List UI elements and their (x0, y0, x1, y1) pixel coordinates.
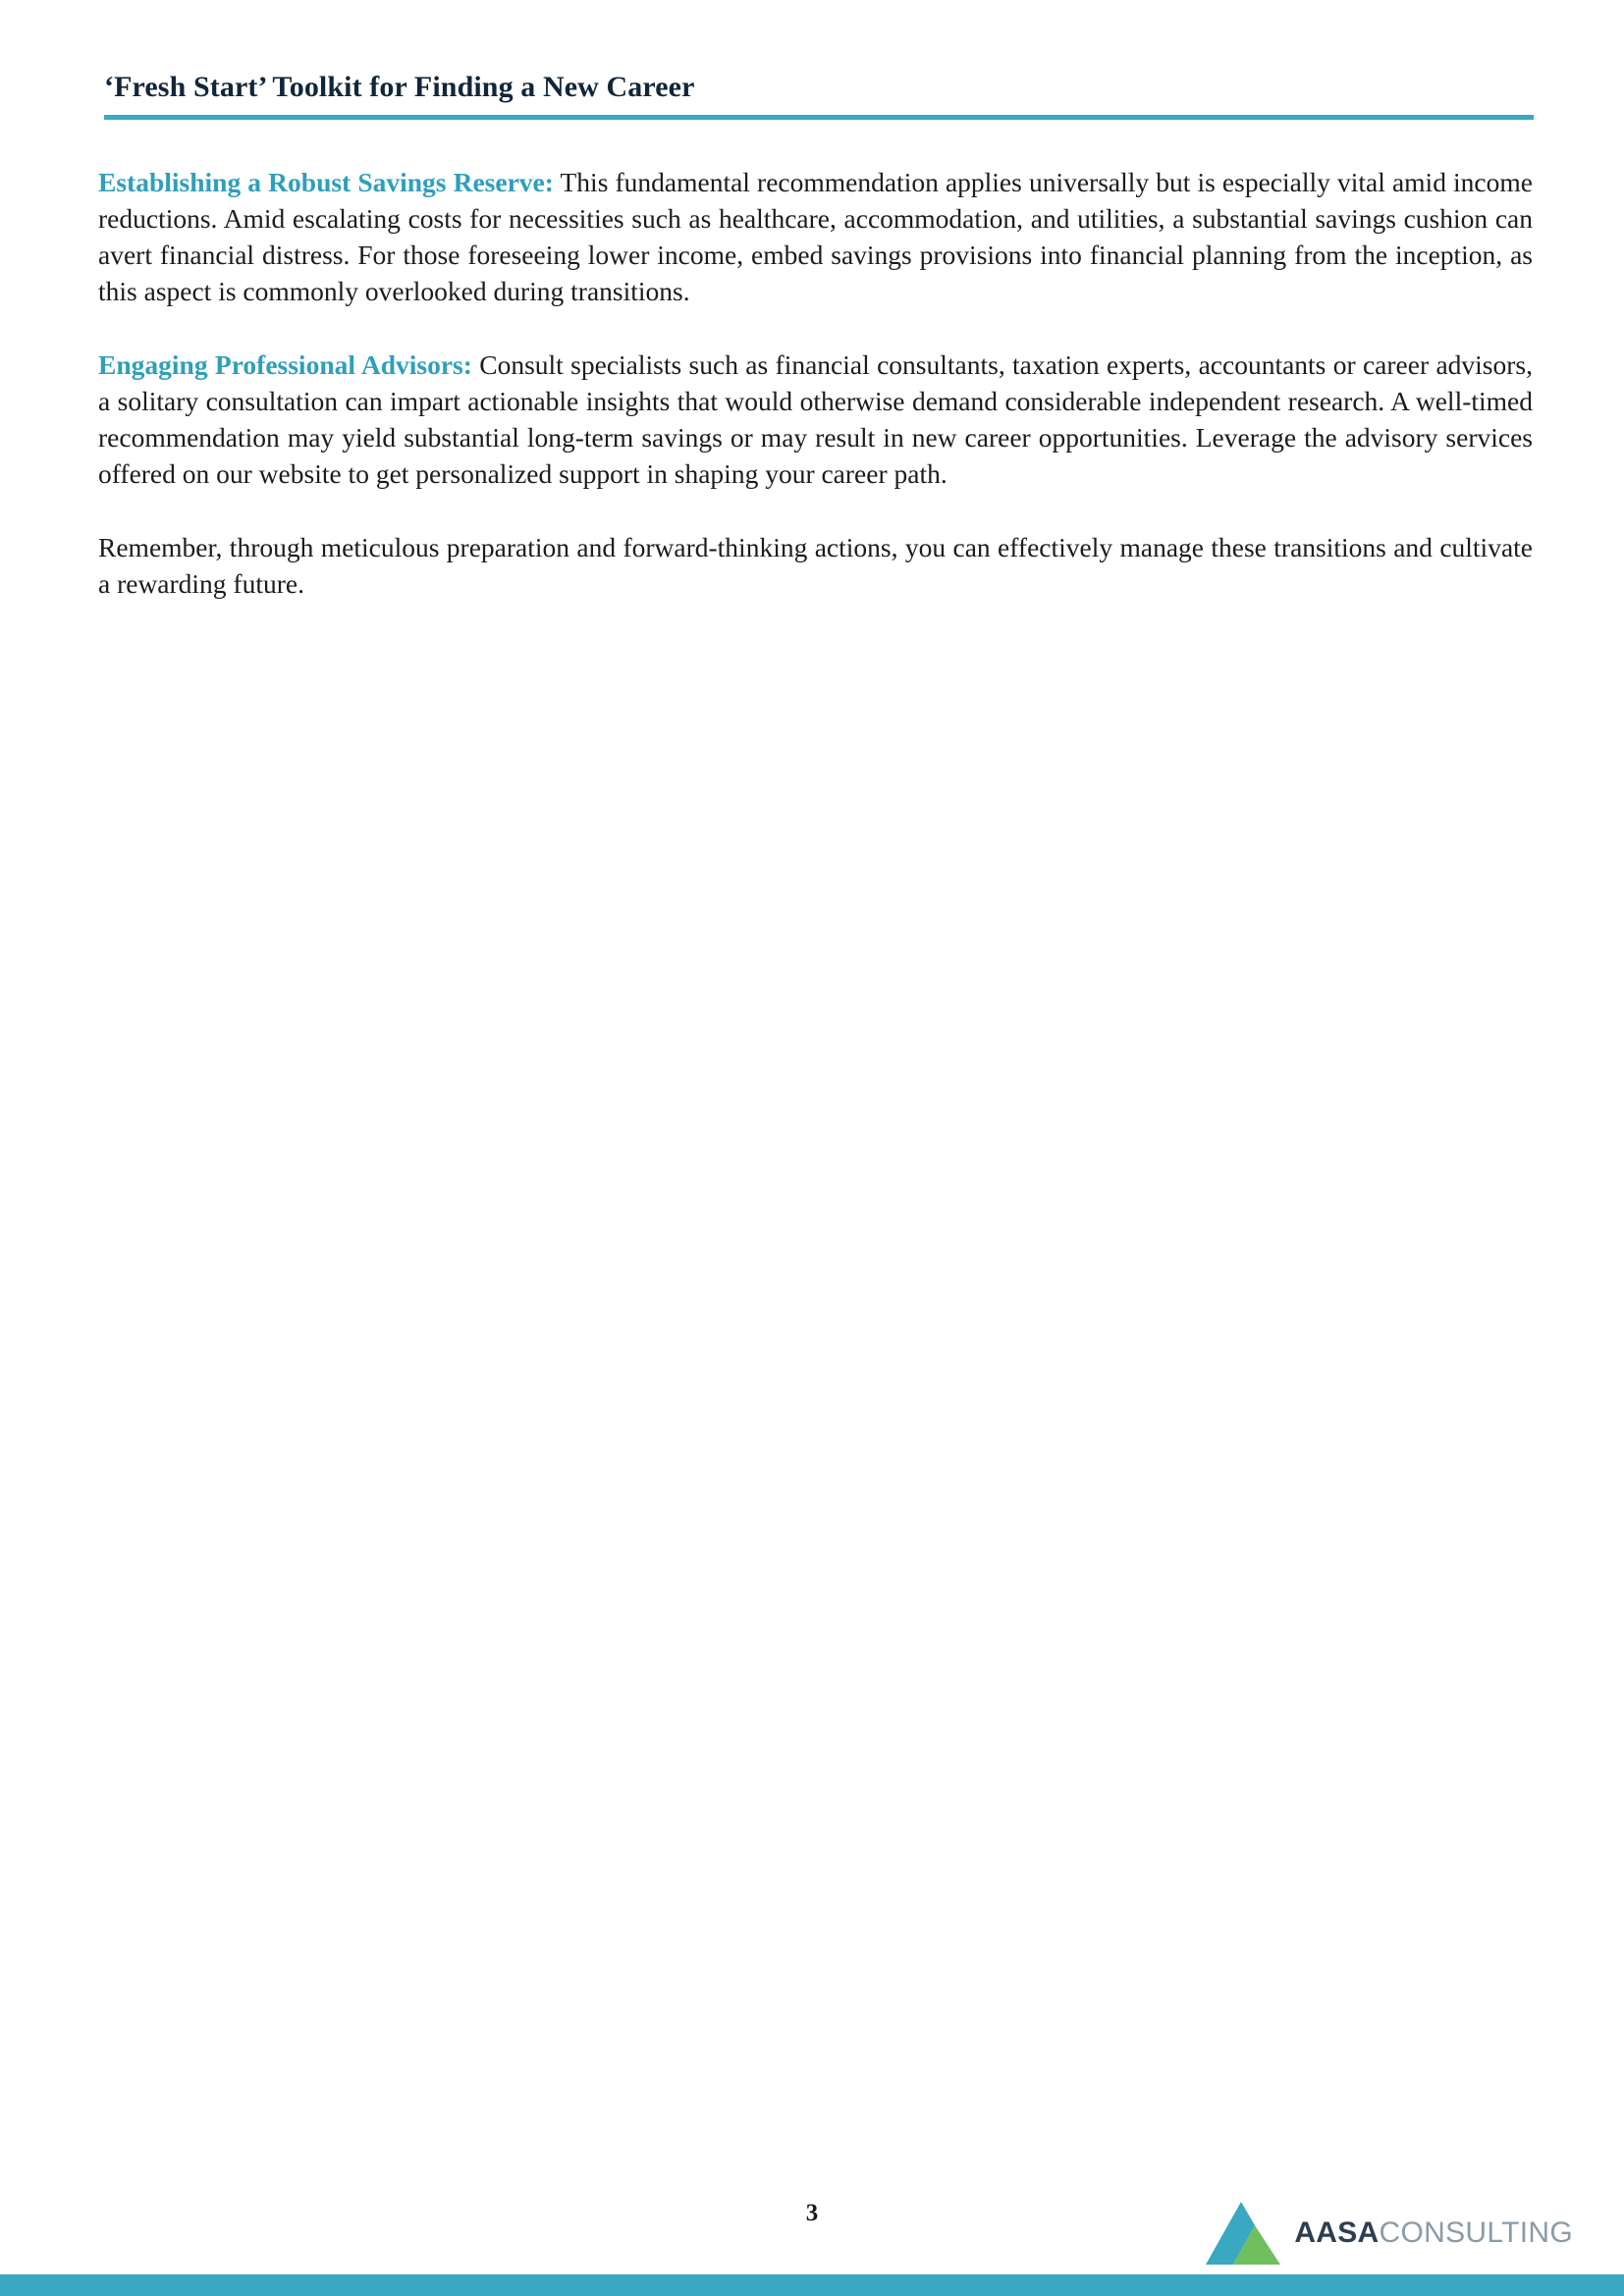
paragraph-professional-advisors (98, 347, 1533, 493)
logo-text-light: CONSULTING (1379, 2216, 1573, 2249)
paragraph-text-professional-advisors: Consult specialists such as financial consultants, taxation experts, accountants or career advisors, a solitary consultation can impart actionable insights that would otherwise demand considerable independent research. A well-timed recommendation may yield substantial long-term savings or may result in new career opportunities. Leverage the advisory services offered on our website to get personalized support in shaping your career path. (98, 348, 1533, 489)
aasa-logo-mark-icon (1204, 2200, 1282, 2267)
paragraph-text-savings-reserve: This fundamental recommendation applies universally but is especially vital amid income reductions. Amid escalating costs for necessities such as healthcare, accommodation, and utilities, a substantial savings cushion can avert financial distress. For those foreseeing lower income, embed savings provisions into financial planning from the inception, as this aspect is commonly overlooked during transitions. (98, 167, 1533, 306)
paragraph-text-closing-remark: Remember, through meticulous preparation and forward-thinking actions, you can effectively manage these transitions and cultivate a rewarding future. (98, 531, 1533, 599)
page-number: 3 (805, 2200, 819, 2226)
document-body (98, 165, 1533, 603)
header-divider (104, 115, 1534, 120)
paragraph-lead-savings-reserve: Establishing a Robust Savings Reserve: (98, 167, 554, 197)
paragraph-savings-reserve (98, 165, 1533, 310)
page-header (104, 71, 1534, 120)
paragraph-lead-professional-advisors: Engaging Professional Advisors: (98, 348, 472, 380)
page-title: ‘Fresh Start’ Toolkit for Finding a New Career (104, 71, 695, 103)
logo-wordmark (1294, 2218, 1573, 2248)
footer-bar (0, 2274, 1624, 2296)
logo-text-bold: AASA (1294, 2216, 1380, 2249)
paragraph-closing-remark (98, 530, 1533, 603)
company-logo (1204, 2192, 1573, 2274)
